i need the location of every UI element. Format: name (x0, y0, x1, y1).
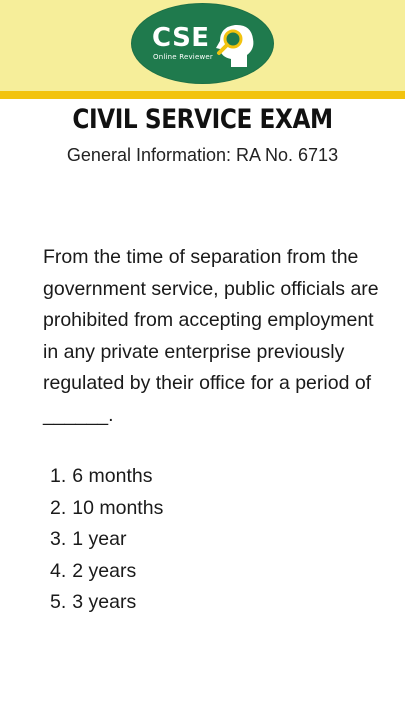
accent-bar (0, 91, 405, 99)
page-title: CIVIL SERVICE EXAM (72, 104, 333, 135)
choice-label: 10 months (72, 496, 164, 519)
choice-label: 1 year (72, 528, 127, 550)
cse-logo (131, 3, 274, 84)
choice-item[interactable] (50, 524, 163, 556)
choice-item[interactable] (50, 493, 163, 525)
choice-item[interactable] (50, 587, 163, 619)
choice-number: 2. (50, 496, 67, 519)
choice-number: 3. (50, 528, 67, 550)
choice-number: 5. (50, 591, 67, 613)
head-magnifier-icon (211, 19, 259, 69)
answer-choices (50, 461, 163, 619)
choice-label: 3 years (72, 591, 137, 613)
question-text: From the time of separation from the government service, public officials are prohibited from accepting employment in any private enterprise previously regulated by their office for a period of ______. (43, 246, 379, 426)
choice-label: 2 years (72, 559, 137, 582)
logo-text: CSE (152, 23, 210, 53)
choice-item[interactable] (50, 461, 163, 493)
choice-number: 1. (50, 465, 67, 487)
page-subtitle: General Information: RA No. 6713 (66, 145, 339, 165)
choice-label: 6 months (72, 465, 153, 487)
choice-number: 4. (50, 559, 67, 582)
logo-subtext: Online Reviewer (153, 53, 213, 61)
choice-item[interactable] (50, 556, 163, 588)
